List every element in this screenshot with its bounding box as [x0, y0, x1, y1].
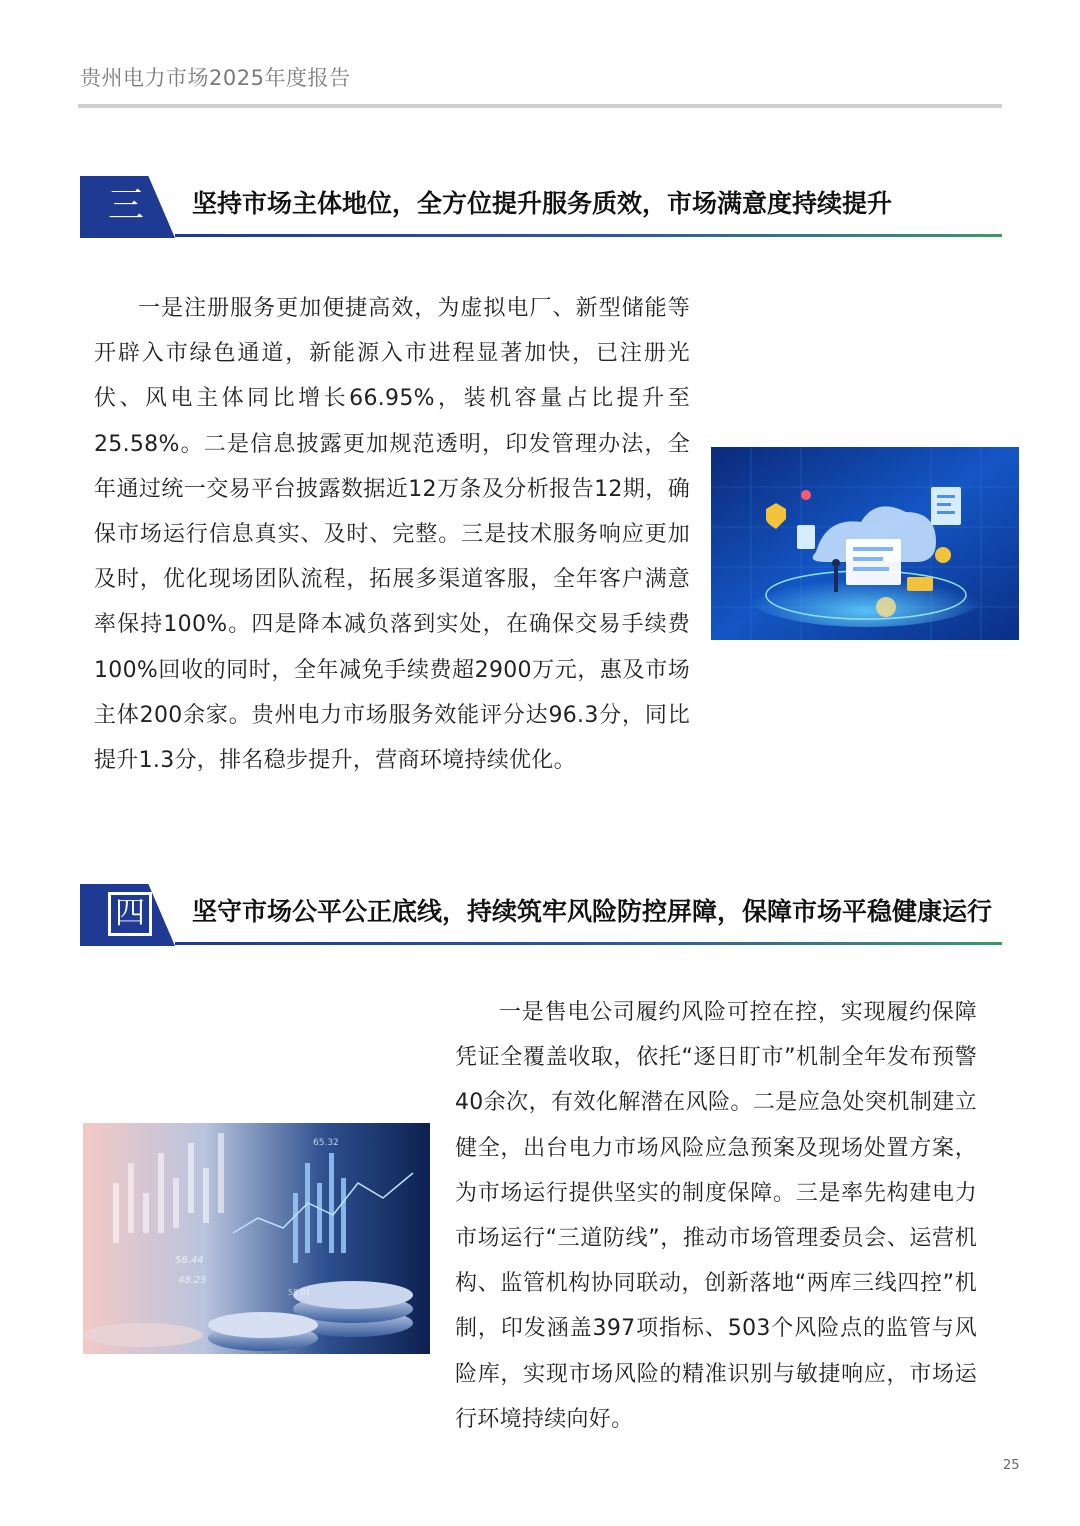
section-3-number: 三	[107, 185, 144, 226]
image-label-1: 65.32	[313, 1138, 339, 1148]
image-label-2: 58.44	[175, 1255, 204, 1266]
running-header: 贵州电力市场2025年度报告	[80, 66, 351, 90]
image-label-4: 55.01	[288, 1288, 311, 1297]
section-4-number: 四	[108, 892, 152, 936]
section-3-title: 坚持市场主体地位，全方位提升服务质效，市场满意度持续提升	[192, 189, 893, 218]
header-rule	[78, 104, 1002, 108]
image-label-3: 48.25	[178, 1275, 207, 1286]
section-3-body: 一是注册服务更加便捷高效，为虚拟电厂、新型储能等开辟入市绿色通道，新能源入市进程显著加快，已注册光伏、风电主体同比增长66.95%，装机容量占比提升至25.58%。二是信息披露更加规范透明，印发管理办法，全年通过统一交易平台披露数据近12万条及分析报告12期，确保市场运行信息真实、及时、完整。三是技术服务响应更加及时，优化现场团队流程，拓展多渠道客服，全年客户满意率保持100%。四是降本减负落到实处，在确保交易手续费100%回收的同时，全年减免手续费超2900万元，惠及市场主体200余家。贵州电力市场服务效能评分达96.3分，同比提升1.3分，排名稳步提升，营商环境持续优化。	[94, 296, 690, 774]
section-4-body: 一是售电公司履约风险可控在控，实现履约保障凭证全覆盖收取，依托“逐日盯市”机制全年发布预警40余次，有效化解潜在风险。二是应急处突机制建立健全，出台电力市场风险应急预案及现场处置方案，为市场运行提供坚实的制度保障。三是率先构建电力市场运行“三道防线”，推动市场管理委员会、运营机构、监管机构协同联动，创新落地“两库三线四控”机制，印发涵盖397项指标、503个风险点的监管与风险库，实现市场风险的精准识别与敏捷响应，市场运行环境持续向好。	[455, 1000, 977, 1432]
section-4-title: 坚守市场公平公正底线，持续筑牢风险防控屏障，保障市场平稳健康运行	[192, 897, 993, 926]
financial-chart-photo	[83, 1123, 430, 1354]
section-4-heading	[80, 884, 1002, 946]
page-number: 25	[1003, 1458, 1020, 1473]
digital-services-illustration	[711, 447, 1019, 640]
section-4-underline	[175, 942, 1002, 945]
section-3-underline	[175, 234, 1002, 237]
section-3-heading	[80, 176, 1002, 238]
